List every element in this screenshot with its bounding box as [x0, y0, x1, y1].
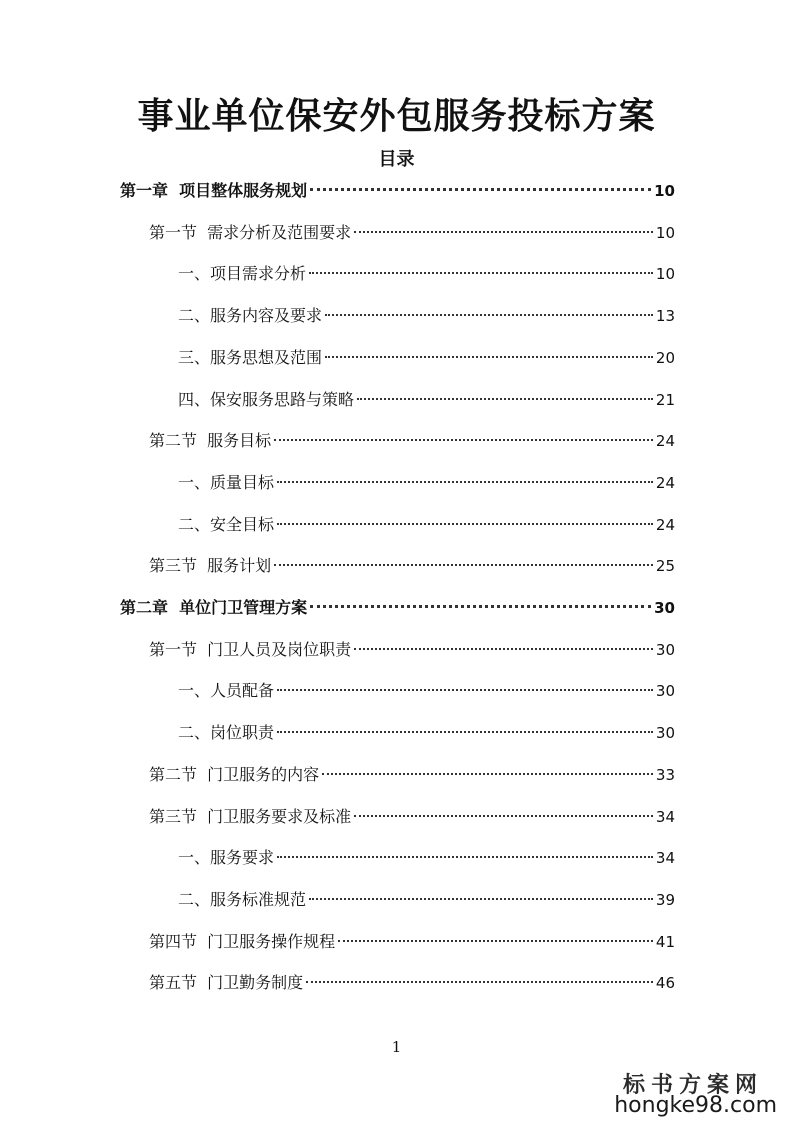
toc-entry-page: 24 — [655, 432, 675, 451]
toc-entry-page: 41 — [655, 932, 675, 951]
toc-entry-label: 第一章 项目整体服务规划 — [120, 181, 308, 200]
toc-entry-page: 25 — [655, 557, 675, 576]
toc-entry-page: 34 — [655, 807, 675, 826]
toc-heading: 目录 — [378, 149, 415, 170]
toc-entry-label: 三、服务思想及范围 — [178, 347, 323, 367]
toc-entry[interactable] — [178, 887, 675, 913]
toc-entry-page: 10 — [654, 182, 675, 200]
toc-entry[interactable] — [178, 345, 675, 371]
toc-entry-page: 30 — [654, 599, 675, 617]
toc-entry-page: 24 — [655, 515, 675, 534]
toc-entry[interactable] — [149, 428, 675, 454]
toc-entry-page: 30 — [655, 682, 675, 701]
toc-dot-leader — [354, 648, 653, 650]
toc-entry[interactable] — [178, 261, 675, 287]
toc-entry-page: 21 — [655, 390, 675, 409]
toc-entry-label: 二、岗位职责 — [178, 723, 275, 743]
toc-entry-label: 第三节 服务计划 — [149, 556, 272, 576]
toc-entry[interactable] — [149, 220, 675, 246]
toc-dot-leader — [309, 898, 653, 900]
toc-entry-page: 24 — [655, 473, 675, 492]
toc-entry-label: 第二章 单位门卫管理方案 — [120, 598, 308, 617]
toc-dot-leader — [277, 481, 653, 483]
toc-entry[interactable] — [120, 178, 675, 204]
toc-entry-page: 30 — [655, 724, 675, 743]
toc-entry[interactable] — [178, 387, 675, 413]
toc-dot-leader — [309, 272, 653, 274]
toc-entry-label: 第三节 门卫服务要求及标准 — [149, 806, 352, 826]
toc-entry[interactable] — [178, 720, 675, 746]
toc-dot-leader — [274, 564, 653, 566]
toc-entry-label: 四、保安服务思路与策略 — [178, 389, 355, 409]
toc-entry[interactable] — [178, 303, 675, 329]
toc-dot-leader — [322, 773, 653, 775]
toc-entry-label: 第二节 门卫服务的内容 — [149, 764, 320, 784]
toc-entry-label: 第四节 门卫服务操作规程 — [149, 931, 336, 951]
toc-dot-leader — [325, 314, 653, 316]
toc-entry-label: 一、服务要求 — [178, 848, 275, 868]
document-title: 事业单位保安外包服务投标方案 — [137, 96, 656, 137]
toc-entry[interactable] — [149, 929, 675, 955]
toc-dot-leader — [357, 398, 653, 400]
toc-entry[interactable] — [178, 678, 675, 704]
toc-entry-label: 第一节 门卫人员及岗位职责 — [149, 639, 352, 659]
toc-dot-leader — [274, 439, 653, 441]
toc-dot-leader — [354, 815, 653, 817]
toc-entry[interactable] — [149, 970, 675, 996]
toc-dot-leader — [325, 356, 653, 358]
toc-entry-label: 一、人员配备 — [178, 681, 275, 701]
toc-dot-leader — [277, 731, 653, 733]
toc-entry-page: 34 — [655, 849, 675, 868]
toc-entry-page: 20 — [655, 348, 675, 367]
toc-entry-label: 一、质量目标 — [178, 472, 275, 492]
toc-entry-page: 10 — [655, 265, 675, 284]
watermark-url: hongke98.com — [614, 1093, 777, 1118]
toc-dot-leader — [310, 188, 651, 191]
toc-dot-leader — [306, 981, 653, 983]
toc-dot-leader — [354, 231, 653, 233]
toc-entry-page: 46 — [655, 974, 675, 993]
toc-entry[interactable] — [149, 762, 675, 788]
toc-dot-leader — [277, 856, 653, 858]
toc-dot-leader — [338, 940, 653, 942]
toc-entry-page: 10 — [655, 223, 675, 242]
toc-entry-label: 第二节 服务目标 — [149, 431, 272, 451]
toc-entry[interactable] — [178, 470, 675, 496]
toc-dot-leader — [277, 523, 653, 525]
toc-entry-label: 二、安全目标 — [178, 514, 275, 534]
toc-entry-label: 二、服务内容及要求 — [178, 306, 323, 326]
toc-entry[interactable] — [149, 553, 675, 579]
toc-entry-label: 第一节 需求分析及范围要求 — [149, 222, 352, 242]
toc-entry-page: 39 — [655, 890, 675, 909]
toc-entry-page: 33 — [655, 765, 675, 784]
toc-entry[interactable] — [149, 804, 675, 830]
page-number: 1 — [391, 1038, 402, 1056]
toc-entry-page: 13 — [655, 307, 675, 326]
toc-entry[interactable] — [178, 512, 675, 538]
toc-entry-label: 第五节 门卫勤务制度 — [149, 973, 304, 993]
toc-entry[interactable] — [120, 595, 675, 621]
watermark-cn: 标书方案网 — [622, 1072, 763, 1098]
toc-entry[interactable] — [149, 637, 675, 663]
toc-dot-leader — [277, 689, 653, 691]
toc-entry-label: 一、项目需求分析 — [178, 264, 307, 284]
toc-entry[interactable] — [178, 845, 675, 871]
toc-entry-page: 30 — [655, 640, 675, 659]
toc-entry-label: 二、服务标准规范 — [178, 889, 307, 909]
toc-dot-leader — [310, 605, 651, 608]
